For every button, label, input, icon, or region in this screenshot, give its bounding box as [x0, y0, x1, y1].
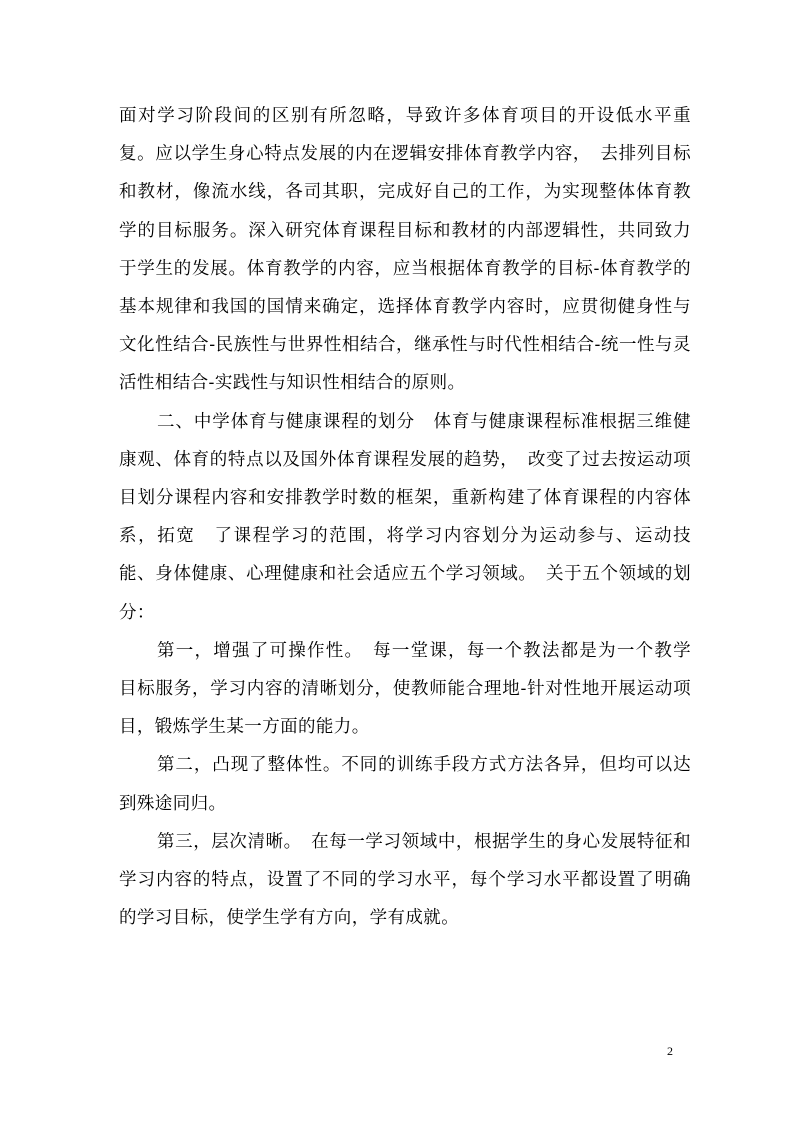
paragraph-1: 面对学习阶段间的区别有所忽略，导致许多体育项目的开设低水平重复。应以学生身心特点发展的内在逻辑安排体育教学内容， 去排列目标和教材，像流水线，各司其职，完成好自己的工作，为实现整体体育教学的目标服务。深入研究体育课程目标和教材的内部逻辑性，共同致力于学生的发展。体育教学的内容，应当根据体育教学的目标-体育教学的基本规律和我国的国情来确定，选择体育教学内容时，应贯彻健身性与文化性结合-民族性与世界性相结合，继承性与时代性相结合-统一性与灵活性相结合-实践性与知识性相结合的原则。 — [119, 106, 691, 394]
paragraph-3: 第一，增强了可操作性。 每一堂课，每一个教法都是为一个教学 目标服务，学习内容的清晰划分，使教师能合理地-针对性地开展运动项目，锻炼学生某一方面的能力。 — [119, 640, 709, 738]
page-number: 2 — [667, 1044, 673, 1058]
paragraph-5: 第三，层次清晰。 在每一学习领域中，根据学生的身心发展特征和学习内容的特点，设置了不同的学习水平，每个学习水平都设置了明确的学习目标，使学生学有方向，学有成就。 — [119, 831, 691, 929]
paragraph-4: 第二，凸现了整体性。不同的训练手段方式方法各异，但均可以达到殊途同归。 — [119, 755, 691, 814]
paragraph-2: 二、中学体育与健康课程的划分 体育与健康课程标准根据三维健康观、体育的特点以及国外体育课程发展的趋势， 改变了过去按运动项目划分课程内容和安排教学时数的框架，重新构建了体育课程的内容体系，拓宽 了课程学习的范围，将学习内容划分为运动参与、运动技能、身体健康、心理健康和社会适应五个学习领域。 关于五个领域的划分： — [119, 411, 691, 623]
body-text — [119, 97, 709, 937]
